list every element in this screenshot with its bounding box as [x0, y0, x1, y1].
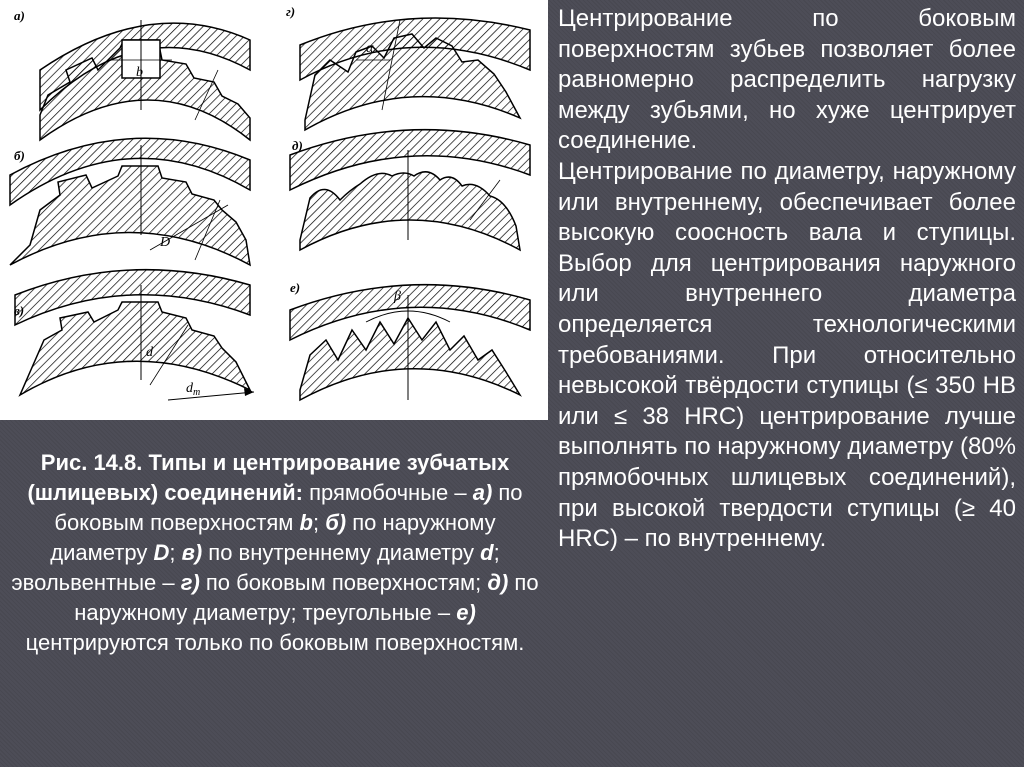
caption-text-8: по боковым поверхностям;: [199, 570, 488, 595]
dimension-b-label: b: [136, 65, 143, 80]
caption-text-10: центрируются только по боковым поверхностям.: [25, 630, 525, 655]
dimension-d-label: d: [146, 345, 153, 360]
panel-c-drawing: [14, 270, 254, 400]
caption-item-e: е): [456, 600, 476, 625]
caption-symbol-d: d: [480, 540, 494, 565]
caption-item-a: а): [472, 480, 493, 505]
panel-a-drawing: [14, 8, 250, 140]
caption-item-g: г): [180, 570, 200, 595]
panel-d-drawing: [290, 130, 530, 250]
dimension-D-label: D: [160, 235, 171, 250]
caption-text-4: по наружному диаметру: [50, 510, 496, 565]
panel-label-g: г): [286, 4, 296, 19]
caption-symbol-D: D: [153, 540, 170, 565]
caption-text-3: ;: [312, 510, 326, 535]
caption-symbol-b: b: [299, 510, 313, 535]
panel-e-drawing: [290, 280, 530, 400]
paragraph-side-centering: Центрирование по боковым поверхностям зубьев позволяет более равномерно распределить нагрузку между зубьями, но хуже центрирует соединение.: [558, 5, 1016, 155]
panel-label-c: в): [14, 303, 25, 318]
panel-label-b: б): [14, 148, 25, 163]
panel-b-drawing: [10, 138, 250, 265]
panel-label-d: д): [292, 138, 303, 153]
spline-types-diagram: [0, 0, 548, 420]
dimension-beta-label: β: [394, 289, 401, 304]
figure-caption: [10, 448, 540, 658]
caption-text-7: ; эвольвентные –: [11, 540, 500, 595]
caption-item-v: в): [181, 540, 203, 565]
caption-title: Рис. 14.8. Типы и центрирование зубчатых (шлицевых) соединений:: [27, 450, 510, 505]
caption-text-9: по наружному диаметру; треугольные –: [74, 570, 539, 625]
caption-text-6: по внутреннему диаметру: [202, 540, 481, 565]
caption-item-b: б): [325, 510, 347, 535]
panel-label-e: е): [290, 280, 301, 295]
panel-g-drawing: [286, 4, 530, 130]
dimension-alpha-label: α: [366, 41, 374, 56]
dimension-dm-label: $d_m$: [186, 381, 201, 398]
paragraph-diameter-centering: Центрирование по диаметру, наружному или внутреннему, обеспечивает более высокую соосность вала и ступицы. Выбор для центрирования наружного или внутреннего диаметра определяется технологическими требованиями. При относительно невысокой твёрдости ступицы (≤ 350 HB или ≤ 38 HRC) центрирование лучше выполнять по наружному диаметру (80% прямобочных шлицевых соединений), при высокой твердости ступицы (≥ 40 HRC) – по внутреннему.: [558, 157, 1016, 553]
caption-text-1: прямобочные –: [302, 480, 473, 505]
panel-label-a: а): [14, 8, 25, 23]
slide-body-text: [558, 4, 1016, 555]
spline-figure: [0, 0, 548, 420]
caption-item-d: д): [487, 570, 509, 595]
caption-text-2: по боковым поверхностям: [54, 480, 523, 535]
caption-text-5: ;: [169, 540, 182, 565]
